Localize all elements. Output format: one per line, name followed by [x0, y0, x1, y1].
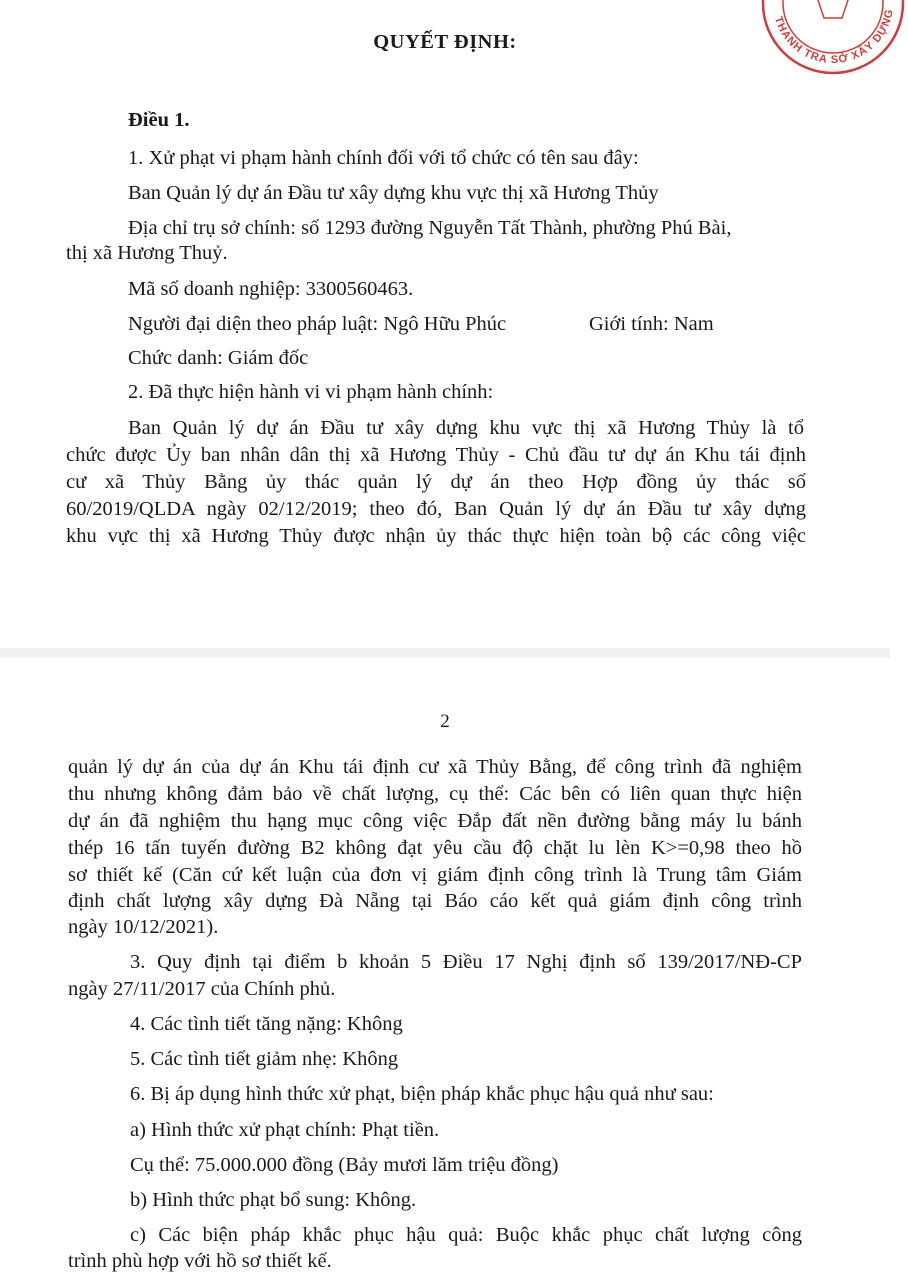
text-line: cư xã Thủy Bằng ủy thác quản lý dự án theo Hợp đồng ủy thác số [66, 471, 806, 493]
address-line: thị xã Hương Thuỷ. [66, 242, 228, 264]
text-line: 5. Các tình tiết giảm nhẹ: Không [130, 1048, 399, 1070]
text-line: Ban Quản lý dự án Đầu tư xây dựng khu vực thị xã Hương Thủy là tổ [128, 417, 804, 439]
position-title: Chức danh: Giám đốc [128, 347, 309, 369]
text-line: khu vực thị xã Hương Thủy được nhận ủy thác thực hiện toàn bộ các công việc [66, 525, 806, 547]
legal-representative: Người đại diện theo pháp luật: Ngô Hữu Phúc [128, 313, 507, 335]
text-line: sơ thiết kế (Căn cứ kết luận của đơn vị giám định công trình là Trung tâm Giám [68, 864, 802, 886]
text-line: b) Hình thức phạt bổ sung: Không. [130, 1189, 417, 1211]
text-line: a) Hình thức xử phạt chính: Phạt tiền. [130, 1119, 440, 1141]
document-page-1 [0, 0, 896, 648]
tax-code: Mã số doanh nghiệp: 3300560463. [128, 278, 414, 300]
text-line: 60/2019/QLDA ngày 02/12/2019; theo đó, Ban Quản lý dự án Đầu tư xây dựng [66, 498, 806, 520]
svg-text:THANH TRA SỞ XÂY DỰNG: THANH TRA SỞ XÂY DỰNG [771, 7, 896, 67]
text-line: c) Các biện pháp khắc phục hậu quả: Buộc khắc phục chất lượng công [130, 1224, 802, 1246]
text-line: 3. Quy định tại điểm b khoản 5 Điều 17 Nghị định số 139/2017/NĐ-CP [130, 951, 802, 973]
text-line: 1. Xử phạt vi phạm hành chính đối với tổ chức có tên sau đây: [128, 147, 639, 169]
text-line: thép 16 tấn tuyến đường B2 không đạt yêu cầu độ chặt lu lèn K>=0,98 theo hồ [68, 837, 802, 859]
fine-amount: Cụ thể: 75.000.000 đồng (Bảy mươi lăm triệu đồng) [130, 1154, 559, 1176]
address-line: Địa chỉ trụ sở chính: số 1293 đường Nguyễn Tất Thành, phường Phú Bài, [128, 217, 732, 239]
document-title: QUYẾT ĐỊNH: [373, 31, 517, 53]
text-line: ngày 27/11/2017 của Chính phủ. [68, 978, 336, 1000]
text-line: 2. Đã thực hiện hành vi vi phạm hành chính: [128, 381, 494, 403]
text-line: 4. Các tình tiết tăng nặng: Không [130, 1013, 403, 1035]
text-line: định chất lượng xây dựng Đà Nẵng tại Báo cáo kết quả giám định công trình [68, 890, 802, 912]
organization-name: Ban Quản lý dự án Đầu tư xây dựng khu vực thị xã Hương Thủy [128, 182, 659, 204]
article-heading: Điều 1. [128, 109, 190, 131]
text-line: thu nhưng không đảm bảo về chất lượng, cụ thể: Các bên có liên quan thực hiện [68, 783, 802, 805]
page-number: 2 [440, 711, 450, 732]
text-line: chức được Ủy ban nhân dân thị xã Hương Thủy - Chủ đầu tư dự án Khu tái định [66, 444, 806, 466]
text-line: 6. Bị áp dụng hình thức xử phạt, biện pháp khắc phục hậu quả như sau: [130, 1083, 714, 1105]
page-separator [0, 648, 890, 658]
text-line: dự án đã nghiệm thu hạng mục công việc Đắp đất nền đường bằng máy lu bánh [68, 810, 802, 832]
text-line: quản lý dự án của dự án Khu tái định cư xã Thủy Bằng, để công trình đã nghiệm [68, 756, 802, 778]
text-line: ngày 10/12/2021). [68, 916, 219, 938]
text-line: trình phù hợp với hồ sơ thiết kế. [68, 1250, 332, 1272]
gender: Giới tính: Nam [589, 313, 714, 335]
